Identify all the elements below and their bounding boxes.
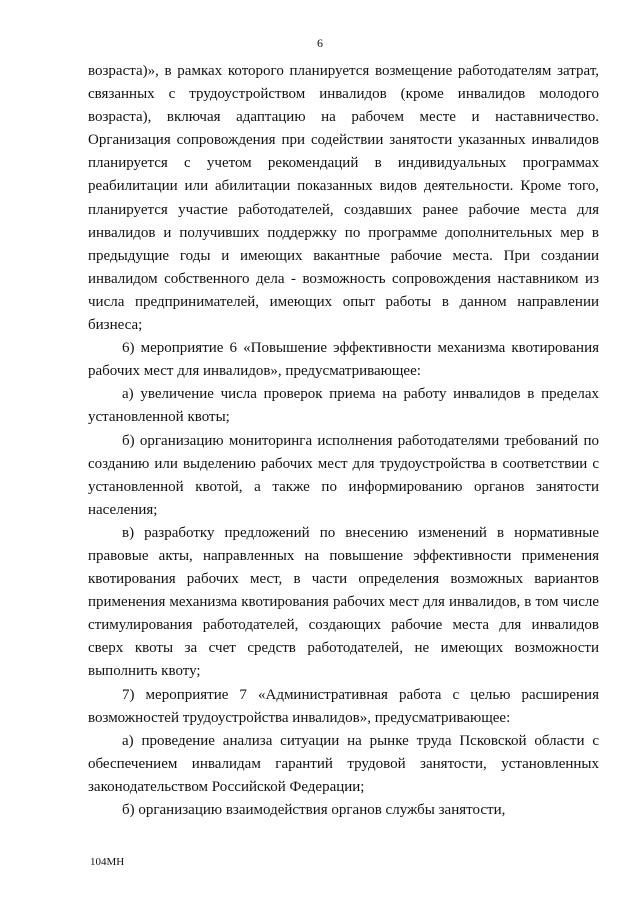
paragraph-measure-7a: а) проведение анализа ситуации на рынке труда Псковской области с обеспечением инвалидам гарантий трудовой занятости, установленных законодательством Российской Федерации; xyxy=(88,732,599,795)
page-number: 6 xyxy=(317,36,323,50)
paragraph-measure-7: 7) мероприятие 7 «Административная работа с целью расширения возможностей трудоустройства инвалидов», предусматривающее: xyxy=(88,686,599,726)
paragraph-measure-6: 6) мероприятие 6 «Повышение эффективности механизма квотирования рабочих мест для инвалидов», предусматривающее: xyxy=(88,340,599,380)
document-footer-code: 104МН xyxy=(90,856,125,868)
document-body xyxy=(88,60,599,822)
paragraph-measure-6a: а) увеличение числа проверок приема на работу инвалидов в пределах установленной квоты; xyxy=(88,386,599,426)
paragraph-measure-6b: б) организацию мониторинга исполнения работодателями требований по созданию или выделению рабочих мест для трудоустройства в соответствии с установленной квотой, а также по информированию органов занятости населения; xyxy=(88,432,599,518)
paragraph-measure-7b: б) организацию взаимодействия органов службы занятости, xyxy=(122,802,506,818)
paragraph-continuation: возраста)», в рамках которого планируется возмещение работодателям затрат, связанных с трудоустройством инвалидов (кроме инвалидов молодого возраста), включая адаптацию на рабочем месте и наставничество. Организация сопровождения при содействии занятости указанных инвалидов планируется с учетом рекомендаций в индивидуальных программах реабилитации или абилитации показанных видов деятельности. Кроме того, планируется участие работодателей, создавших ранее рабочие места для инвалидов и получивших поддержку по программе дополнительных мер в предыдущие годы и имеющих вакантные рабочие места. При создании инвалидом собственного дела - возможность сопровождения наставником из числа предпринимателей, имеющих опыт работы в данном направлении бизнеса; xyxy=(88,63,599,334)
paragraph-measure-6v: в) разработку предложений по внесению изменений в нормативные правовые акты, направленных на повышение эффективности применения квотирования рабочих мест, в части определения возможных вариантов применения механизма квотирования рабочих мест для инвалидов, в том числе стимулирования работодателей, создающих рабочие места для инвалидов сверх квоты за счет средств работодателей, не имеющих возможности выполнить квоту; xyxy=(88,524,599,680)
